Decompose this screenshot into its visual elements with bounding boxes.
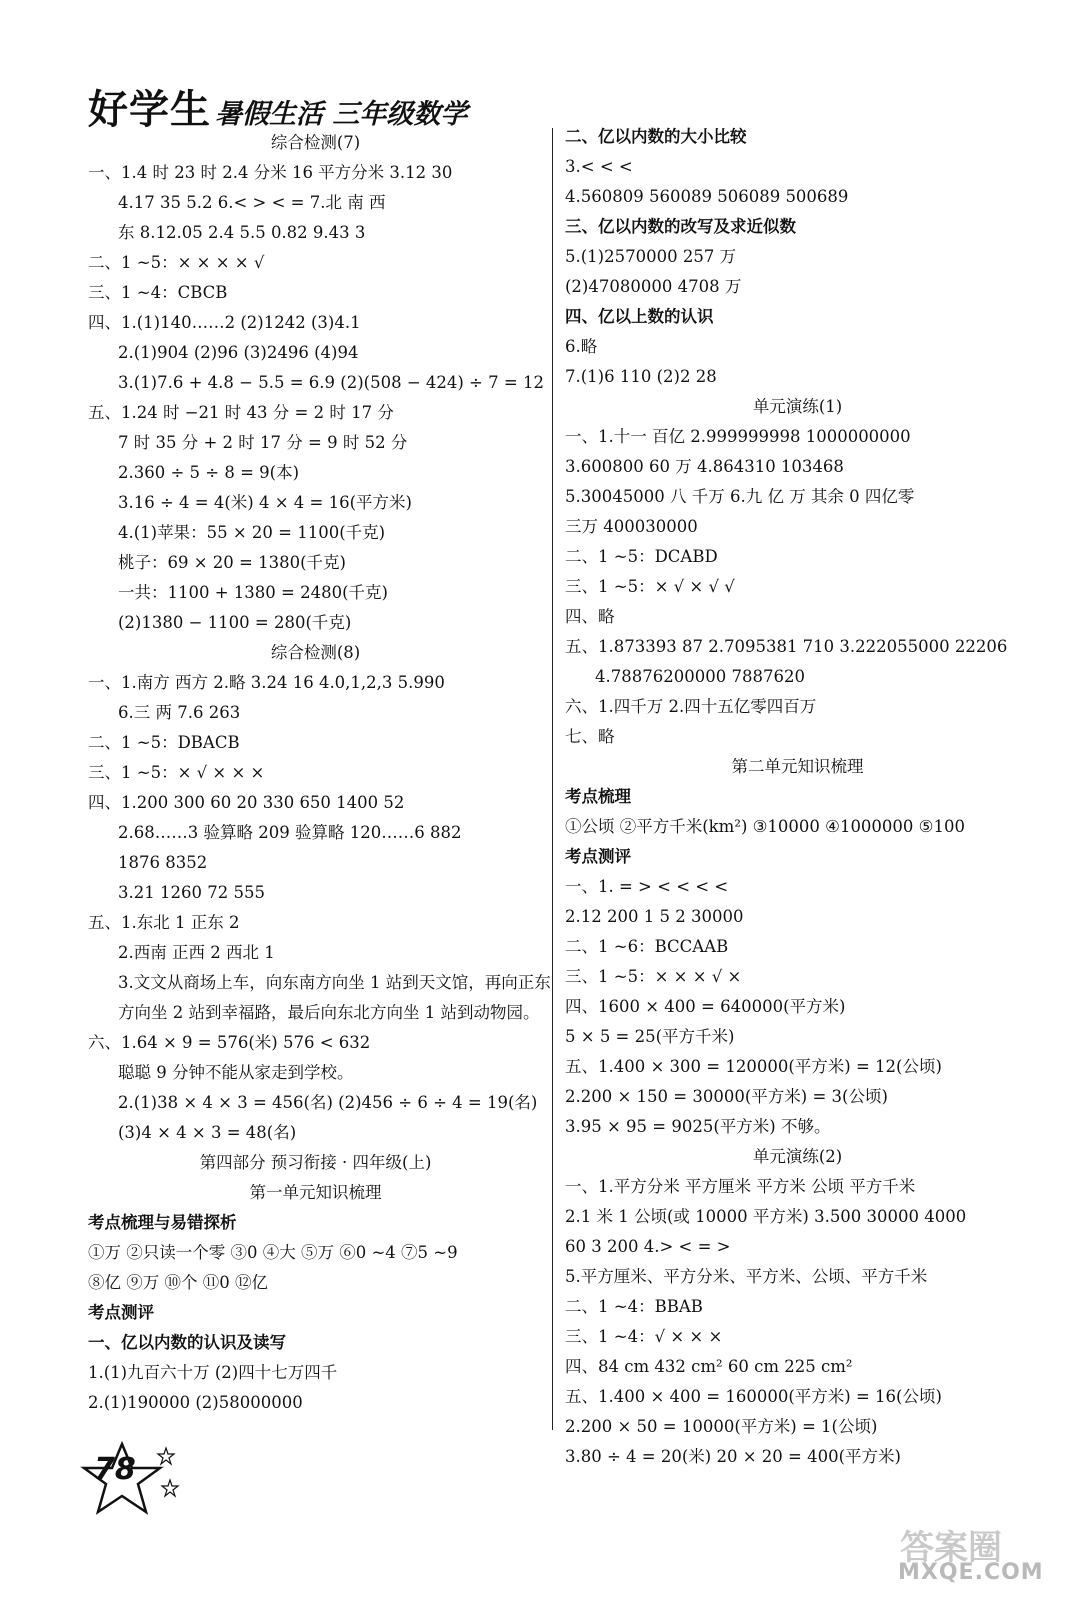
page-number: 78 [94, 1452, 136, 1487]
right-line: 一、1.平方分米 平方厘米 平方米 公顷 平方千米 [565, 1177, 916, 1196]
right-line: 60 3 200 4.> < = > [565, 1237, 731, 1256]
left-line: 4.17 35 5.2 6.< > < = 7.北 南 西 [118, 193, 386, 212]
left-line: 一共：1100 + 1380 = 2480(千克) [118, 583, 388, 602]
left-line: 第四部分 预习衔接 · 四年级(上) [199, 1153, 432, 1172]
left-line: 3.(1)7.6 + 4.8 − 5.5 = 6.9 (2)(508 − 424) ÷ 7 = 12 [118, 373, 544, 392]
book-subtitle: 暑假生活 三年级数学 [215, 99, 468, 130]
right-line: 考点梳理 [565, 787, 631, 806]
watermark-en: MXQE.COM [898, 1560, 1044, 1585]
left-line: 六、1.64 × 9 = 576(米) 576 < 632 [88, 1033, 371, 1052]
right-line: 5 × 5 = 25(平方千米) [565, 1027, 735, 1046]
right-line: 4.560809 560089 506089 500689 [565, 187, 849, 206]
left-line: 三、1 ~4：CBCB [88, 283, 228, 302]
left-line: ⑧亿 ⑨万 ⑩个 ⑪0 ⑫亿 [88, 1273, 268, 1292]
right-line: 3.600800 60 万 4.864310 103468 [565, 457, 844, 476]
left-line: 4.(1)苹果：55 × 20 = 1100(千克) [118, 523, 386, 542]
right-line: 单元演练(1) [752, 397, 843, 416]
right-line: 4.78876200000 7887620 [595, 667, 805, 686]
right-line: 考点测评 [565, 847, 631, 866]
left-line: 第一单元知识梳理 [249, 1183, 382, 1202]
column-divider [552, 128, 553, 1430]
header [88, 78, 468, 133]
left-line: 3.文文从商场上车，向东南方向坐 1 站到天文馆，再向正东 [118, 973, 551, 992]
left-line: (2)1380 − 1100 = 280(千克) [118, 613, 352, 632]
right-line: 一、1.十一 百亿 2.999999998 1000000000 [565, 427, 911, 446]
right-line: 2.1 米 1 公顷(或 10000 平方米) 3.500 30000 4000 [565, 1207, 967, 1226]
right-line: 二、1 ~4：BBAB [565, 1297, 703, 1316]
left-line: 3.21 1260 72 555 [118, 883, 265, 902]
watermark-cn: 答案圈 [900, 1528, 1002, 1568]
right-line: 5.(1)2570000 257 万 [565, 247, 737, 266]
right-line: 2.12 200 1 5 2 30000 [565, 907, 744, 926]
right-line: 5.平方厘米、平方分米、平方米、公顷、平方千米 [565, 1267, 928, 1286]
left-line: ①万 ②只读一个零 ③0 ④大 ⑤万 ⑥0 ~4 ⑦5 ~9 [88, 1243, 458, 1262]
left-line: 考点梳理与易错探析 [88, 1213, 237, 1232]
left-line: 1.(1)九百六十万 (2)四十七万四千 [88, 1363, 338, 1382]
left-line: 一、1.4 时 23 时 2.4 分米 16 平方分米 3.12 30 [88, 163, 453, 182]
left-line: 方向坐 2 站到幸福路，最后向东北方向坐 1 站到动物园。 [118, 1003, 540, 1022]
right-line: 三、亿以内数的改写及求近似数 [565, 217, 796, 236]
left-line: 7 时 35 分 + 2 时 17 分 = 9 时 52 分 [118, 433, 408, 452]
left-line: 1876 8352 [118, 853, 208, 872]
left-line: 综合检测(7) [270, 133, 361, 152]
left-line: 聪聪 9 分钟不能从家走到学校。 [118, 1063, 354, 1082]
right-line: 三、1 ~5：× × × √ × [565, 967, 742, 986]
right-line: 单元演练(2) [752, 1147, 843, 1166]
right-line: 四、1600 × 400 = 640000(平方米) [565, 997, 846, 1016]
left-line: 2.西南 正西 2 西北 1 [118, 943, 275, 962]
left-line: 二、1 ~5：DBACB [88, 733, 240, 752]
left-line: 五、1.东北 1 正东 2 [88, 913, 240, 932]
right-line: 七、略 [565, 727, 615, 746]
left-line: 五、1.24 时 −21 时 43 分 = 2 时 17 分 [88, 403, 394, 422]
right-line: 2.200 × 50 = 10000(平方米) = 1(公顷) [565, 1417, 878, 1436]
left-line: (3)4 × 4 × 3 = 48(名) [118, 1123, 297, 1142]
right-line: 3.80 ÷ 4 = 20(米) 20 × 20 = 400(平方米) [565, 1447, 901, 1466]
left-line: 二、1 ~5：× × × × √ [88, 253, 265, 272]
right-line: 3.< < < [565, 157, 633, 176]
left-line: 四、1.(1)140……2 (2)1242 (3)4.1 [88, 313, 361, 332]
right-line: 六、1.四千万 2.四十五亿零四百万 [565, 697, 817, 716]
left-line: 2.(1)904 (2)96 (3)2496 (4)94 [118, 343, 359, 362]
right-line: 四、亿以上数的认识 [565, 307, 714, 326]
right-line: 五、1.400 × 300 = 120000(平方米) = 12(公顷) [565, 1057, 942, 1076]
left-line: 一、1.南方 西方 2.略 3.24 16 4.0,1,2,3 5.990 [88, 673, 445, 692]
right-line: 三、1 ~5：× √ × √ √ [565, 577, 735, 596]
left-line: 三、1 ~5：× √ × × × [88, 763, 265, 782]
right-line: 7.(1)6 110 (2)2 28 [565, 367, 717, 386]
left-line: 3.16 ÷ 4 = 4(米) 4 × 4 = 16(平方米) [118, 493, 412, 512]
right-line: 五、1.873393 87 2.7095381 710 3.222055000 22206 [565, 637, 1008, 656]
left-line: 考点测评 [88, 1303, 154, 1322]
left-line: 6.三 两 7.6 263 [118, 703, 241, 722]
right-line: 四、84 cm 432 cm² 60 cm 225 cm² [565, 1357, 853, 1376]
brand-title: 好学生 [88, 87, 211, 133]
left-line: 2.(1)38 × 4 × 3 = 456(名) (2)456 ÷ 6 ÷ 4 = 19(名) [118, 1093, 538, 1112]
left-line: 四、1.200 300 60 20 330 650 1400 52 [88, 793, 405, 812]
right-line: 四、略 [565, 607, 615, 626]
left-line: 2.(1)190000 (2)58000000 [88, 1393, 303, 1412]
watermark [860, 1520, 1060, 1590]
right-line: 三万 400030000 [565, 517, 698, 536]
right-line: 二、1 ~6：BCCAAB [565, 937, 729, 956]
right-line: 2.200 × 150 = 30000(平方米) = 3(公顷) [565, 1087, 888, 1106]
left-line: 综合检测(8) [270, 643, 361, 662]
right-line: 三、1 ~4：√ × × × [565, 1327, 723, 1346]
right-line: 二、1 ~5：DCABD [565, 547, 718, 566]
right-line: 一、1. = > < < < < [565, 877, 729, 896]
right-line: 五、1.400 × 400 = 160000(平方米) = 16(公顷) [565, 1387, 942, 1406]
right-line: 6.略 [565, 337, 598, 356]
right-line: (2)47080000 4708 万 [565, 277, 742, 296]
left-line: 一、亿以内数的认识及读写 [88, 1333, 286, 1352]
left-line: 东 8.12.05 2.4 5.5 0.82 9.43 3 [118, 223, 366, 242]
left-line: 桃子：69 × 20 = 1380(千克) [118, 553, 346, 572]
right-line: 3.95 × 95 = 9025(平方米) 不够。 [565, 1117, 831, 1136]
right-line: ①公顷 ②平方千米(km²) ③10000 ④1000000 ⑤100 [565, 817, 965, 836]
left-line: 2.360 ÷ 5 ÷ 8 = 9(本) [118, 463, 300, 482]
right-line: 第二单元知识梳理 [731, 757, 864, 776]
right-line: 5.30045000 八 千万 6.九 亿 万 其余 0 四亿零 [565, 487, 915, 506]
right-line: 二、亿以内数的大小比较 [565, 127, 747, 146]
left-line: 2.68……3 验算略 209 验算略 120……6 882 [118, 823, 462, 842]
